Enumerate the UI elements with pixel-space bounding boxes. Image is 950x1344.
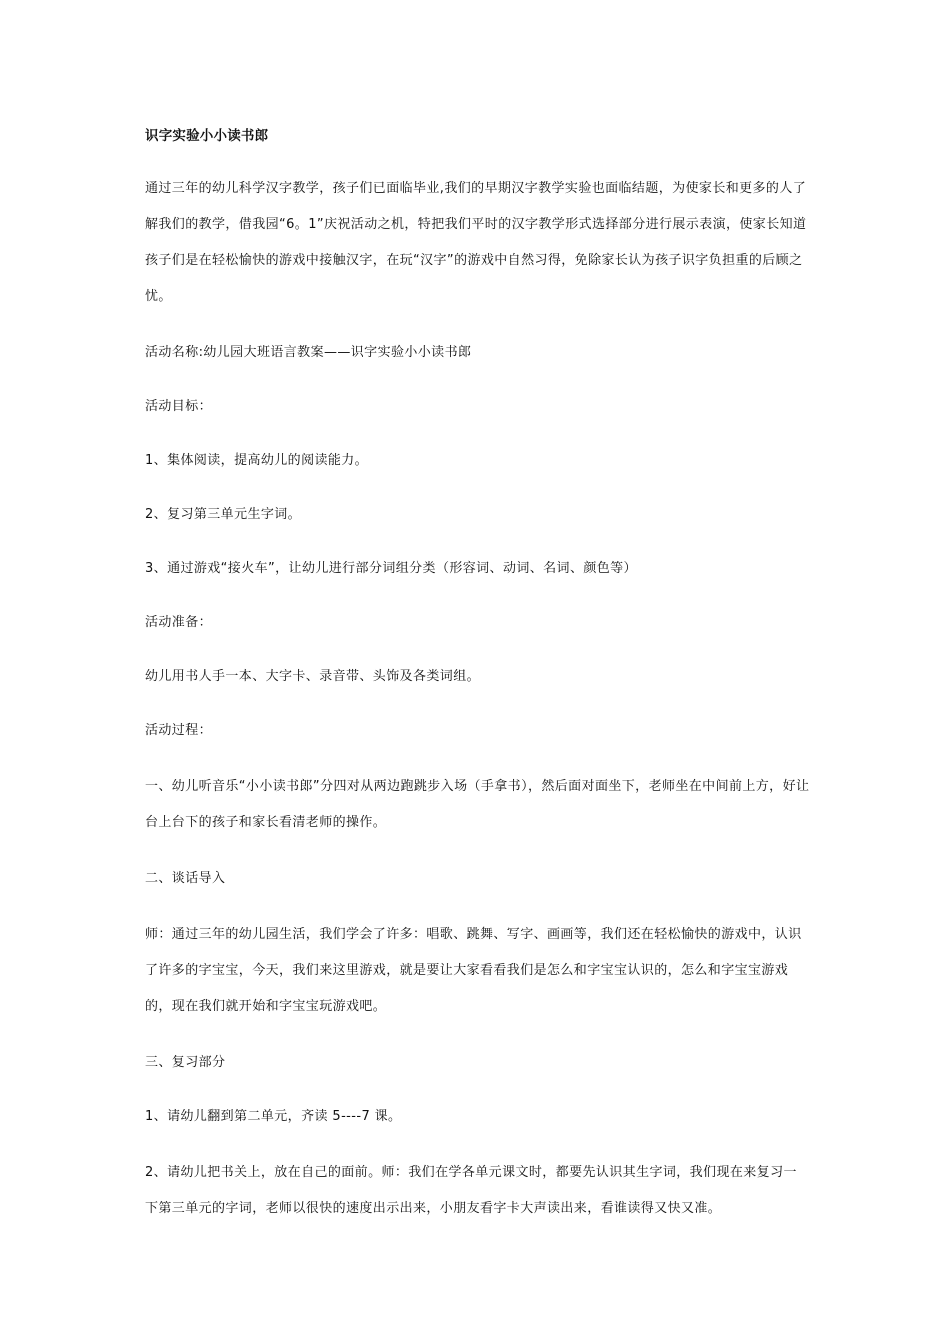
intro-paragraph: 通过三年的幼儿科学汉字教学，孩子们已面临毕业,我们的早期汉字教学实验也面临结题，为使家长和更多的人了解我们的教学，借我园“6。1”庆祝活动之机，特把我们平时的汉字教学形式选择部分进行展示表演，使家长知道孩子们是在轻松愉快的游戏中接触汉字，在玩“汉字”的游戏中自然习得，免除家长认为孩子识字负担重的后顾之忧。: [145, 181, 807, 304]
process-step-1: 一、幼儿听音乐“小小读书郎”分四对从两边跑跳步入场（手拿书），然后面对面坐下，老师坐在中间前上方，好让台上台下的孩子和家长看清老师的操作。: [145, 779, 810, 830]
activity-name-paragraph: 活动名称:幼儿园大班语言教案——识字实验小小读书郎: [145, 345, 472, 360]
objective-item-1: 1、集体阅读，提高幼儿的阅读能力。: [145, 453, 369, 468]
review-item-1: 1、请幼儿翻到第二单元，齐读 5----7 课。: [145, 1109, 402, 1124]
objective-item-2: 2、复习第三单元生字词。: [145, 507, 302, 522]
process-heading: 活动过程：: [145, 723, 213, 738]
objectives-heading: 活动目标：: [145, 399, 213, 414]
process-step-2-heading: 二、谈话导入: [145, 871, 226, 886]
preparation-heading: 活动准备：: [145, 615, 213, 630]
review-heading: 三、复习部分: [145, 1055, 226, 1070]
objective-item-3: 3、通过游戏“接火车”，让幼儿进行部分词组分类（形容词、动词、名词、颜色等）: [145, 561, 637, 576]
document-title: 识字实验小小读书郎: [145, 128, 269, 144]
preparation-items: 幼儿用书人手一本、大字卡、录音带、头饰及各类词组。: [145, 669, 481, 684]
review-item-2: 2、请幼儿把书关上，放在自己的面前。师：我们在学各单元课文时，都要先认识其生字词，我们现在来复习一下第三单元的字词，老师以很快的速度出示出来，小朋友看字卡大声读出来，看谁读得又快又准。: [145, 1165, 797, 1216]
teacher-dialogue-paragraph: 师：通过三年的幼儿园生活，我们学会了许多：唱歌、跳舞、写字、画画等，我们还在轻松愉快的游戏中，认识了许多的字宝宝，今天，我们来这里游戏，就是要让大家看看我们是怎么和字宝宝认识的，怎么和字宝宝游戏的，现在我们就开始和字宝宝玩游戏吧。: [145, 927, 802, 1014]
document-body: [145, 126, 810, 1249]
